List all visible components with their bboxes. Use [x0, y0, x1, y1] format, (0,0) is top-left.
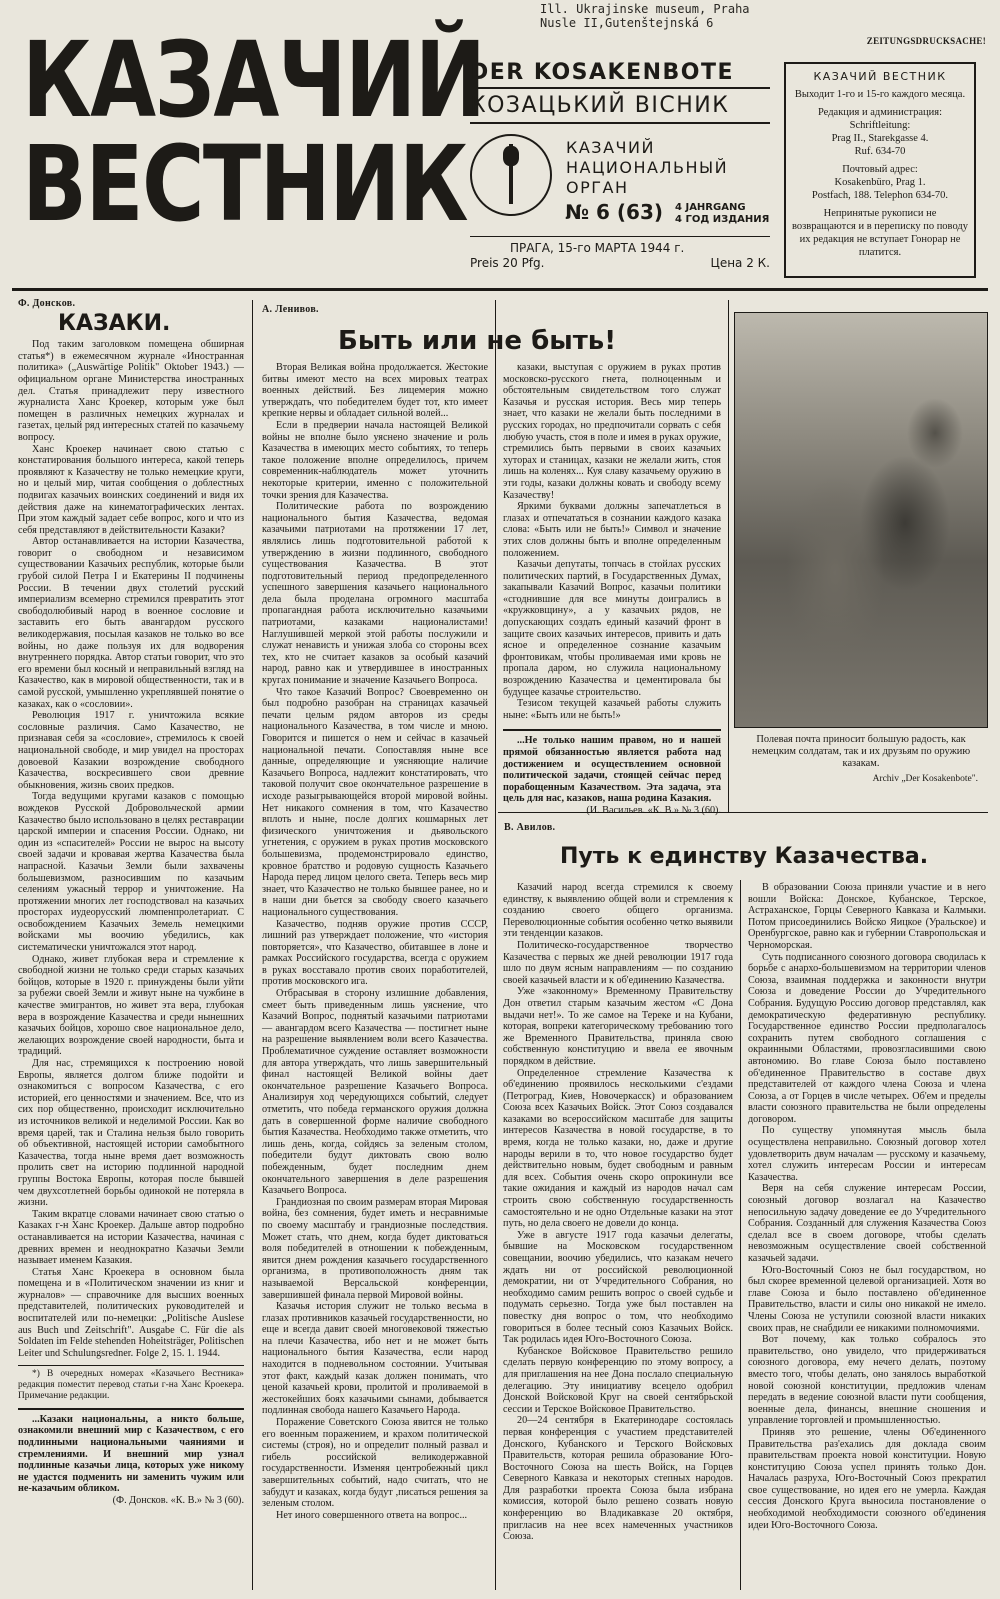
infobox-phone: Ruf. 634-70	[854, 146, 906, 157]
god-izdaniya: 4 ГОД ИЗДАНИЯ	[675, 214, 770, 225]
article-2-paragraph: казаки, выступая с оружием в руках против московско-русского гнета, полноценным и обстоятельным свидетельством того служат Казачья и русская история. Весь мир теперь знает, что казаки не желали быть последними в русских городах, но предпочитали сорвать с себя любую участь, стоя в поле и имея в руках оружие, стремились быть первыми в своих казачьих хуторах и станицах, казаки не желали жить, стоя лишь на коленях... Куя славу казачьему оружию в эти годы, казаки должны ковать и свободу всему Казачеству!	[503, 362, 721, 501]
article-3-paragraph: Веря на себя служение интересам России, союзный договор возлагал на Казачество непосильную задачу доведение ее до Учредительного Собрания. Созданный для служения Казачества Союз сделал все в своем договоре, чтобы сделать невозможным осуществление своей собственной казачьей задачи.	[748, 1183, 986, 1264]
infobox-note: Непринятые рукописи не возвращаются и в переписку по поводу их редакция не вступает Гонорар не платится.	[792, 208, 968, 258]
mace-emblem-icon	[470, 134, 552, 216]
article-3-paragraph: Приняв это решение, члены Об'единенного Правительства раз'ехались для доклада своим правительствам проекта новой конституции. Новую конституцию Союза успел принять только Дон. Началась разруха, Юго-Восточный Союз прекратил свое существование, но идея его не умерла. Каждая сессия Донского Круга выносила постановление о необходимой необходимости союзного об'единения идеи Юго-Восточного Союза.	[748, 1426, 986, 1531]
article-3-column-1	[503, 882, 733, 1543]
article-3-paragraph: Суть подписанного союзного договора сводилась к борьбе с анархо-большевизмом на территории членов Союза, взаимная поддержка и законности внутри Союза и доведение России до Учредительного Собрания. Будущую Россию договор представлял, как демократическую федеративную республику. Государственное единство России предполагалось сохранить путем свободного соглашения с окраинными Областями, провозгласившими свою автономию. Во главе Союза было поставлено об'единенное Правительство в составе двух представителей от каждого члена Союза и члена Союза, а от Горцев в числе четырех. Об'ем и пределы власти союзного правительства не были определены договором.	[748, 951, 986, 1125]
article-1-paragraph: Таким вкратце словами начинает свою статью о Казаках г-н Ханс Кроекер. Дальше автор подробно останавливается на истории Казачества, начиная с древних времен и неоднократно Казачьи Земли называет именем Казакия.	[18, 1208, 244, 1267]
article-1-author: Ф. Донсков.	[18, 298, 76, 309]
issue-number: № 6 (63)	[565, 200, 664, 224]
library-stamp	[540, 2, 850, 30]
article-3-title: Путь к единству Казачества.	[560, 844, 929, 869]
article-2-paragraph: Политические работа по возрождению национального бытия Казачества, ведомая казачьими патриотами на протяжении 17 лет, являлись лишь подготовительной работой к утверждению в жизни подлинного, свободного существования Казачества. В этот подготовительный период предопределенного успешного завершения казачьего национального дела была проделана огромного масштаба пропагандная работа исключительно казачьими патриотами, казаками националистами! Наглуши́вшей меркой этой работы послужили и служат ненависть и унижая злоба со стороны всех тех, кто не считает казаков за особый казачий народ, равно как и утвердившее в иностранных кругах понимание и значение Казачьего Вопроса.	[262, 501, 488, 687]
article-2-paragraph: Казачество, подняв оружие против СССР, лишний раз утверждает положение, что «история повторяется», что Казачество, обитавшее в лоне и рамках Российского государства, всегда с оружием в руках восставало против своих поработителей, против московского ига.	[262, 918, 488, 988]
article-1-paragraph: Под таким заголовком помещена обширная статья*) в ежемесячном журнале «Иностранная политика» („Auswärtige Politik" Oktober 1943.) — официальном органе Министерства иностранных дел. Статья принадлежит перу известного журналиста Ханс Кроекер, которым уже был помещен в различных немецких журналах и газетах, целый ряд интересных статей по казачьему вопросу.	[18, 339, 244, 443]
stamp-line-1: Ill. Ukrajinske museum, Praha	[540, 2, 750, 16]
article-2-paragraph: Поражение Советского Союза явится не только его военным поражением, и крахом политической системы (строя), но и определит полный развал и гибель российской великодержавной государственности. Изменяя центробежный цикл завершительных событий, надо считать, что не забудут и казаках, когда будут ,писаться решения за зеленым столом.	[262, 1417, 488, 1510]
column-rule-2	[495, 300, 496, 812]
infobox-title: КАЗАЧИЙ ВЕСТНИК	[813, 70, 947, 83]
price-german: Preis 20 Pfg.	[470, 256, 545, 270]
organ-line-1: КАЗАЧИЙ	[566, 138, 655, 157]
article-2-paragraph: Грандиозная по своим размерам вторая Мировая война, без сомнения, будет иметь и несравнимые по своему масштабу и грандиозные последствия. Может стать, что днем, когда будет диктоваться воля победителей в отношении к побежденным, явится днем рождения казачьего государственного организма, в противоположность дням так называемой Версальской конференции, завершившей финала первой Мировой войны.	[262, 1196, 488, 1301]
article-1-paragraph: Ханс Кроекер начинает свою статью с констатирования большого интереса, какой теперь проявляют к Казачеству не только немецкие круги, но и целый мир, читая сообщения о доблестных подвигах казачьих воинских соединений и видя их действия даже на кинематографических лентах. При этом каждый задает себе вопрос, кого и что из себя представляют в действительности Казаки?	[18, 443, 244, 536]
article-1-paragraph: Тогда ведущими кругами казаков с помощью вождеков Русской Добровольческой армии Казачество было использовано в целях реставрации царской империи и спасения России. Однако, ни один из «спасителей» России не вырос на высоту своей задачи и кровавая жертва Казачества была напрасной. Казачьи Земли были захвачены большевизмом, разносившим по казачьим селениям ужасный террор и уничтожение. На протяжении многих лет господствовал на казачьих просторах иудеорусский люмпенпролетариат. С освобождением Казачьих Земель немецкими войсками мы воочию убедились, как систематически уничтожался этот народ.	[18, 791, 244, 954]
article-3-paragraph: В образовании Союза приняли участие и в него вошли Войска: Донское, Кубанское, Терское, Астраханское, Горцы Северного Кавказа и Калмыки. Потом присоединились Войско Яицкое (Уральское) и Оренбургское, равно как и губернии Ставропольская и Черноморская.	[748, 882, 986, 951]
article-2-paragraph: Тезисом текущей казачьей работы служить ныне: «Быть или не быть!»	[503, 698, 721, 721]
article-2-title: Быть или не быть!	[338, 326, 617, 356]
article-1-footnote: *) В очередных номерах «Казачьего Вестника» редакция поместит перевод статьи г-на Ханс Кроекера. Примечание редакции.	[18, 1369, 244, 1402]
article-2-paragraph: Казачья история служит не только весьма в глазах противников казачьей государственности, но еще и всегда давит своей многовековой тяжестью на плечи Казачества, ибо нет и не может быть национального бытия Казачества, если народ находится в подневольном состоянии. Учитывая этот факт, каждый казак должен понимать, что ценой казачьей крови, пролитой и проливаемой в жестокейших боях казачьими сынами, добывается подлинная свобода нашего Казачьего Народа.	[262, 1301, 488, 1417]
article-1-paragraph: Статья Ханс Кроекера в основном была помещена и в «Политическом значении из книг и журналов» — справочнике для высших военных представителей, политических руководителей и воспитателей или по-немецки: „Politische Auslese aus Buch und Zeitschrift". Ausgabe C. Für die als Soldaten im Felde stehenden Hoheitsträger, Politischen Leiter und Schulungsredner. Folge 2, 15. 1. 1944.	[18, 1266, 244, 1359]
masthead-title-line-2: ВЕСТНИК	[22, 123, 467, 245]
article-1-closing-ref: (Ф. Донсков. «К. В.» № 3 (60).	[112, 1494, 244, 1506]
ukrainian-title: КОЗАЦЬКИЙ ВІСНИК	[470, 93, 770, 124]
column-rule-5	[740, 880, 741, 1590]
infobox-schriftleitung: Schriftleitung:	[849, 120, 911, 131]
masthead-rule	[12, 288, 988, 291]
publication-info-box	[784, 62, 976, 278]
article-1-title: КАЗАКИ.	[58, 310, 171, 336]
masthead-title-line-1: КАЗАЧИЙ	[22, 19, 485, 141]
masthead-title	[22, 19, 485, 245]
article-2-paragraph: Нет иного совершенного ответа на вопрос...	[276, 1509, 468, 1521]
organ-line-2: НАЦИОНАЛЬНЫЙ	[566, 158, 729, 177]
article-3-column-2	[748, 882, 986, 1531]
article-kazaki	[18, 298, 244, 1507]
german-title: DER KOSAKENBOTE	[470, 60, 770, 89]
date-text: ПРАГА, 15-го МАРТА 1944 г.	[510, 241, 685, 255]
price-row	[470, 256, 770, 270]
article-2-quote: ...Не только нашим правом, но и нашей прямой обязанностью является работа над достижением и осуществлением основной политической задачи, стоящей сейчас перед порабощенным Казачеством. Эта задача, эта цель для нас, казаков, наша родина Казакия.	[503, 735, 721, 805]
field-post-photo	[734, 312, 988, 728]
article-2-column-2	[503, 362, 721, 817]
infobox-postal-title: Почтовый адрес:	[842, 164, 918, 175]
organ-label	[566, 138, 728, 198]
stamp-line-2: Nusle II,Gutenštejnská 6	[540, 16, 714, 30]
infobox-postal-1: Kosakenbüro, Prag 1.	[834, 177, 926, 188]
issue-date	[470, 236, 770, 255]
article-3-paragraph: Вот почему, как только собралось это правительство, оно увидело, что придерживаться союзного договора, ему нечего делать, поэтому вместо того, чтобы делать, оно занялось выработкой новой союзной конституции, предложив членам передать в ведение союзной власти пути сообщения, военные дела, финансы, внешние сношения и управление торговлей и промышленностью.	[748, 1334, 986, 1427]
photo-credit: Archiv „Der Kosakenbote".	[872, 774, 978, 784]
article-1-paragraph: Для нас, стремящихся к построению новой Европы, является долгом ближе подойти и ознакомиться с вопросом Казачества, с его историей, его ценностями и значением. Все, что из сих пор общественно, происходит исключительно из источников великой и неделимой России. Как во время царей, так и Сталина нельзя было говорить об объективной, настоящей истории самобытного Казачества, тогда ныне время дает возможность пролить свет на историю подлинной народной группы Востока Европы, которая после бывшей чем двухсотлетней борьбы одинокой не потеряла в жизни.	[18, 1058, 244, 1209]
article-1-closing-quote: ...Казаки национальны, а никто больше, ознакомили внешний мир с Казачеством, с его подлинными национальными чаяниями и стремлениями. И внешний мир узнал подлинные казачьи лица, которых уже никому не удастся подменить ни заменить чужим или не-казачьим обликом.	[18, 1413, 244, 1495]
article-3-paragraph: Кубанское Войсковое Правительство решило сделать первую конференцию по этому вопросу, а для приглашения на нее Дона послало специальную делегацию. Эту инициативу всецело одобрил Донской Войсковой Круг на своей сентябрьской сессии и Терское Войсковое Правительство.	[503, 1345, 733, 1415]
infobox-redaction: Редакция и администрация:	[817, 107, 943, 118]
zeitungsdrucksache-label: ZEITUNGSDRUCKSACHE!	[866, 36, 986, 46]
article-3-paragraph: Уже в августе 1917 года казачьи делегаты, бывшие на Московском государственном совещании, воочию убедились, что казакам нечего ждать ни от российской революционной демократии, ни от Учредительного Собрания, но необходимо самим решить вопрос о своей судьбе и подумать серьезно. Тогда уже был поставлен на повестку дня вопрос о том, что необходимо говориться в более тесный союз Казачьих Войск. Так родилась идея Юго-Восточного Союза.	[503, 1229, 733, 1346]
article-1-paragraph: Автор останавливается на истории Казачества, говорит о свободном и независимом существовании Казачьих республик, которые были грубой силой Петра I и Екатерины II подчинены России. В течении двух столетий русский империализм всемерно стремился превратить этот свободолюбивый народ в военное сословие и заставить его быть авангардом русского великодержавия, посылая казаков не только во все войны, но даже пользуя их для водворения внутреннего порядка. Автор статьи говорит, что это его времени был косный и неправильный взгляд на Казачество, как в мировой общественности, так и в самой русской, умышленно укреплявшей понятие о казаках, как о «сословии».	[18, 536, 244, 710]
article-3-paragraph: Юго-Восточный Союз не был государством, но был скорее временной целевой организацией. Хотя во главе Союза и было поставлено об'единенное Правительство, власти и силы оно никакой не имело. Члены Союза не уступили союзной власти никаких своих прав, не снабдили ее никакими полномочиями.	[748, 1264, 986, 1334]
article-2-paragraph: Что такое Казачий Вопрос? Своевременно он был подробно разобран на страницах казачьей печати целым рядом авторов из среды национального Казачества, в том числе и мною. Говорится и пишется о нем и сейчас в казачьей национальной печати. Сопоставляя ныне все данные, определяющие и уясняющие наличие Казачьего Вопроса, надлежит констатировать, что таковой получит свое окончательное разрешение в исходе разыгрывающейся второй мировой войны. Нет никакого сомнения в том, что Казачество вплоть и ныне, после долгих кошмарных лет физического уничтожения и дьявольского угнетения, с оружием в руках против московского большевизма, продемонстрировало единство, кровное братство и родовую сущность Казачьего Народа перед лицом целого света. Теперь весь мир знает, что Казачество не только бывшее ранее, но и в наши дни бьется за свободу своего казачьего национального существования.	[262, 686, 488, 918]
jahrgang: 4 JAHRGANG	[675, 202, 746, 213]
infobox-address: Prag II., Starekgasse 4.	[831, 133, 929, 144]
article-3-author: В. Авилов.	[504, 822, 556, 833]
year-of-publication	[675, 202, 769, 226]
article-2-paragraph: Казачьи депутаты, топчась в стойлах русских политических партий, в Государственных Думах, закапывали Казачий Вопрос, казачьи политики «сгоднившие для все минуты доигрались в «кружковщину», а у казачьих рядов, не допускающих создать единый казачий фронт в защите своих казачьих интересов, привить и дать ясное и определенное сознание казачьим фронтовикам, чтобы проливаемая ими кровь не пропала даром, но служила национальному возрождению Казачества и цементировала бы будущее казачье строительство.	[503, 559, 721, 698]
column-rule-1	[252, 300, 253, 1590]
infobox-postal-2: Postfach, 188. Telephon 634-70.	[811, 190, 949, 201]
infobox-frequency: Выходит 1-го и 15-го каждого месяца.	[794, 89, 966, 100]
article-2-quote-ref: (И. Васильев. «К. В.» № 3 (60).	[586, 804, 721, 816]
article-2-author: А. Ленивов.	[262, 304, 319, 315]
column-rule-4	[728, 300, 729, 812]
article-2-paragraph: Отбрасывая в сторону излишние добавления, смеет быть приведенным лишь уяснение, что Казачий Вопрос, поднятый казачьими патриотами — авангардом всего Казачества — постигнет ныне на разрешение выявлением воли всего Казачества. Проблематичное суждение оставляет возможности для автора утверждать, что лишь завершительный финал настоящей Великой войны дает окончательное разрешение Казачьего Вопроса. Анализируя ход чередующихся событий, следует отметить, что победа германского оружия должна дать в совершенной форме наличие свободного бытия Казачества. Необходимо также отметить, что лишь день, когда, сойдясь за зеленым столом, победители будут диктовать свою волю побежденным, будет последним днем окончательного завершения в деле разрешения Казачьего Вопроса.	[262, 988, 488, 1197]
article-2-paragraph: Если в предверии начала настоящей Великой войны не вполне было уяснено значение и роль Казачества в имеющих место событиях, то теперь такое положение вполне определилось, причем современник-наблюдатель может уточнить некоторые критерии, именно с положительной точки зрения для Казачества.	[262, 419, 488, 501]
column-rule-3	[495, 812, 496, 1590]
article-3-paragraph: Политическо-государственное творчество Казачества с первых же дней революции 1917 года шло по двум ясным направлениям — по созданию своей казачьей власти и к об'единению Казачества.	[503, 939, 733, 986]
article-3-paragraph: Определенное стремление Казачества к об'единению проявилось несколькими с'ездами (Петроград, Киев, Новочеркасск) и образованием Союза всех Казачьих Войск. Этот Союз создавался казаками во всероссийском масштабе для защиты интересов Казачества в новой государстве, в то время, когда не только казаки, но, даже и другие народы верили в то, что новое государство будет действительно новым, будет свободным и равным для всех. События очень скоро опрокинули все такие ожидания и каждый из народов начал сам строить свою собственную государственность самостоятельно и не одно Отдельные казаки на этот путь, но дела своего не довели до конца.	[503, 1067, 733, 1230]
photo-caption: Полевая почта приносит большую радость, как немецким солдатам, так и их друзьям по оружию казакам.	[751, 734, 971, 769]
article-2-paragraph: Яркими буквами должны запечатлеться в глазах и отпечататься в сознании каждого казака слова: «Быть или не быть!» Символ и значение этих слов должны быть и вполне определенным положением.	[503, 501, 721, 559]
article-3-paragraph: По существу упомянутая мысль была осуществлена неправильно. Союзный договор хотел удовлетворить двум началам — русскому и казачьему, хотел служить интересам России и интересам Казачества.	[748, 1125, 986, 1183]
article-2-column-1	[262, 362, 488, 1521]
price-russian: Цена 2 К.	[710, 256, 770, 270]
masthead-subtitles	[470, 60, 770, 216]
organ-line-3: ОРГАН	[566, 178, 629, 197]
article-3-paragraph: Казачий народ всегда стремился к своему единству, к выявлению общей воли и стремления к созданию своего общего организма. Переволюционные события особенно четко выявили эти тенденции казаков.	[503, 882, 733, 940]
article-2-paragraph: Вторая Великая война продолжается. Жестокие битвы имеют место на всех мировых театрах военных действий. Без лицемерия можно утверждать, что победителем будет тот, кто имеет крепкие нервы и обладает сильной волей...	[262, 362, 488, 420]
article-3-paragraph: 20—24 сентября в Екатеринодаре состоялась первая конференция с участием представителей Донского, Кубанского и Терского Войсковых Правительств, которая решила образование Юго-Восточного Союза на шесть Войск, на Горцев Северного Кавказа и некоторых степных народов. Для разработки проекта Союза была избрана комиссия, которой было решено созвать новую конференцию во Владикавказе 20 октября, пригласив на нее всех намеченных участников Союза.	[503, 1415, 733, 1543]
article-1-paragraph: Однако, живет глубокая вера и стремление к свободной жизни не только среди старых казачьих бойцов, которые в 1920 г. принуждены были уйти за рубежи своей Земли и живут ныне на чужбине в качестве эмигрантов, но живет эта вера, глубокая вера в возрождение Казачества и среди нынешних казачьих бойцов, хорошо свое национальное дело, желающих возрождение своей народности, быта и традиций.	[18, 953, 244, 1058]
article-3-paragraph: Уже «законному» Временному Правительству Дон ответил старым казачьим жестом «С Дона выдачи нет!». То же самое на Тереке и на Кубани, которая, вопреки категорическому требованию того же Временного Правительства, приняла свою собственную конституцию и ввела ее явочным порядком в действие.	[503, 986, 733, 1067]
article-1-paragraph: Революция 1917 г. уничтожила всякие сословные различия. Само Казачество, не признавая себя за «сословие», стремилось к своей национальной свободе, и мир увидел на просторах довоевой Казакии возрождение свободного Казачества, воскресившего свои древние обыкновения, жизнь своих предков.	[18, 710, 244, 791]
issue-info	[565, 200, 769, 226]
